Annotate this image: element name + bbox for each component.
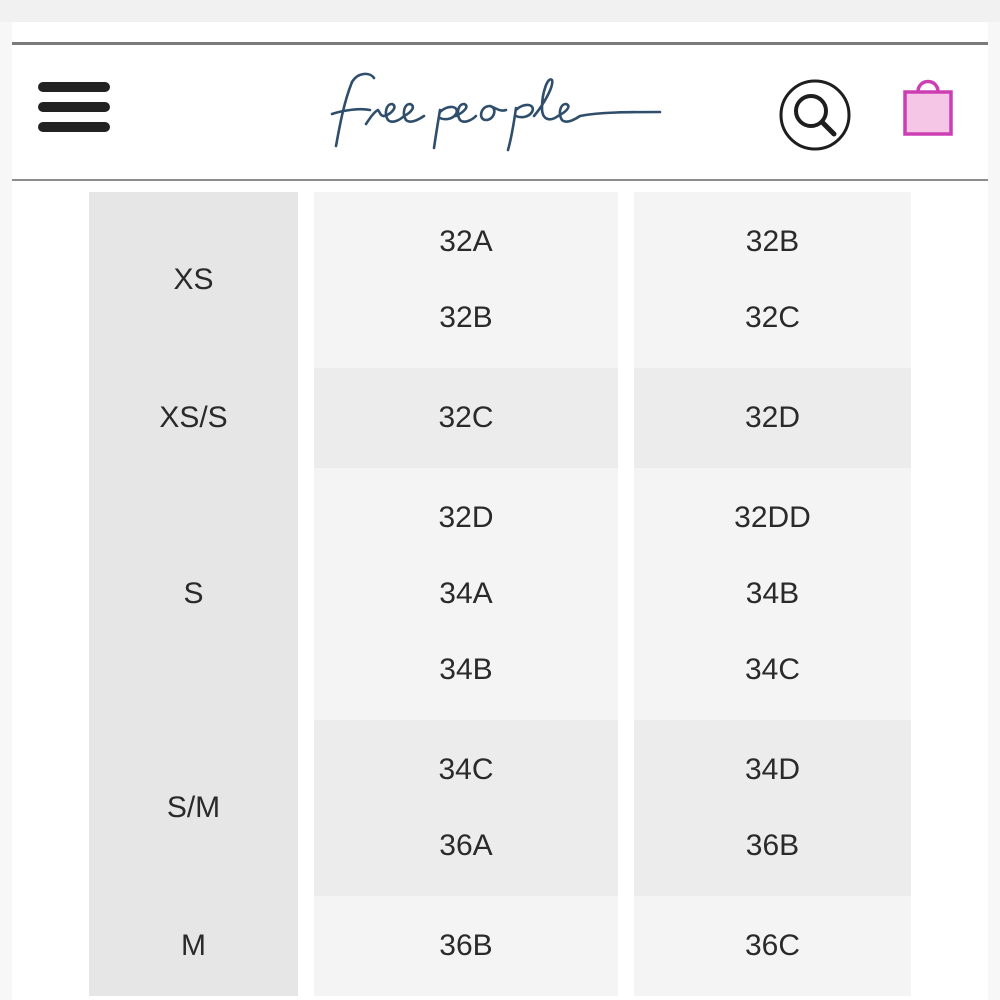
bra-size-value: 32B: [745, 225, 800, 258]
bra-size-value: 34A: [439, 577, 493, 610]
bra-size-cell: [634, 896, 911, 996]
bra-size-value: 36B: [439, 929, 493, 962]
bra-size-cell: [634, 192, 911, 368]
free-people-logo[interactable]: [330, 62, 670, 152]
size-label: XS/S: [159, 401, 228, 434]
size-label-cell: [89, 368, 298, 468]
bra-size-cell: [314, 468, 618, 720]
size-label-cell: [89, 720, 298, 896]
menu-bar: [38, 122, 110, 132]
bra-size-cell: [314, 896, 618, 996]
bra-size-value: 32C: [438, 401, 494, 434]
bra-size-value: 32D: [438, 501, 494, 534]
bra-size-cell: [634, 468, 911, 720]
bra-size-value: 32DD: [734, 501, 811, 534]
header-bottom-divider: [12, 179, 988, 181]
size-label-cell: [89, 896, 298, 996]
bra-size-value: 34B: [745, 577, 800, 610]
size-label: XS: [173, 263, 214, 296]
header-top-divider: [12, 42, 988, 45]
hamburger-menu-icon[interactable]: [38, 80, 110, 134]
bra-size-value: 34C: [744, 653, 801, 686]
size-label: S/M: [166, 791, 221, 824]
bra-size-value: 36C: [744, 929, 801, 962]
content-frame: [12, 22, 988, 1000]
bra-size-value: 32A: [439, 225, 493, 258]
search-icon[interactable]: [778, 78, 852, 152]
bra-size-value: 32D: [744, 401, 801, 434]
top-strip: [0, 0, 1000, 22]
size-label-cell: [89, 192, 298, 368]
site-header: [12, 22, 988, 180]
bra-size-value: 36B: [745, 829, 800, 862]
bra-size-value: 32B: [439, 301, 493, 334]
size-chart-table: [12, 192, 988, 1000]
size-label: M: [181, 929, 206, 962]
menu-bar: [38, 82, 110, 92]
bra-size-cell: [634, 720, 911, 896]
bra-size-value: 34B: [439, 653, 493, 686]
bra-size-cell: [314, 368, 618, 468]
bra-size-value: 34C: [438, 753, 494, 786]
bra-size-cell: [314, 192, 618, 368]
bra-size-cell: [314, 720, 618, 896]
size-label: S: [183, 577, 204, 610]
shopping-bag-icon[interactable]: [902, 74, 954, 138]
bra-size-value: 32C: [744, 301, 801, 334]
size-label-cell: [89, 468, 298, 720]
bra-size-value: 36A: [439, 829, 493, 862]
bra-size-value: 34D: [744, 753, 801, 786]
menu-bar: [38, 102, 110, 112]
bra-size-cell: [634, 368, 911, 468]
